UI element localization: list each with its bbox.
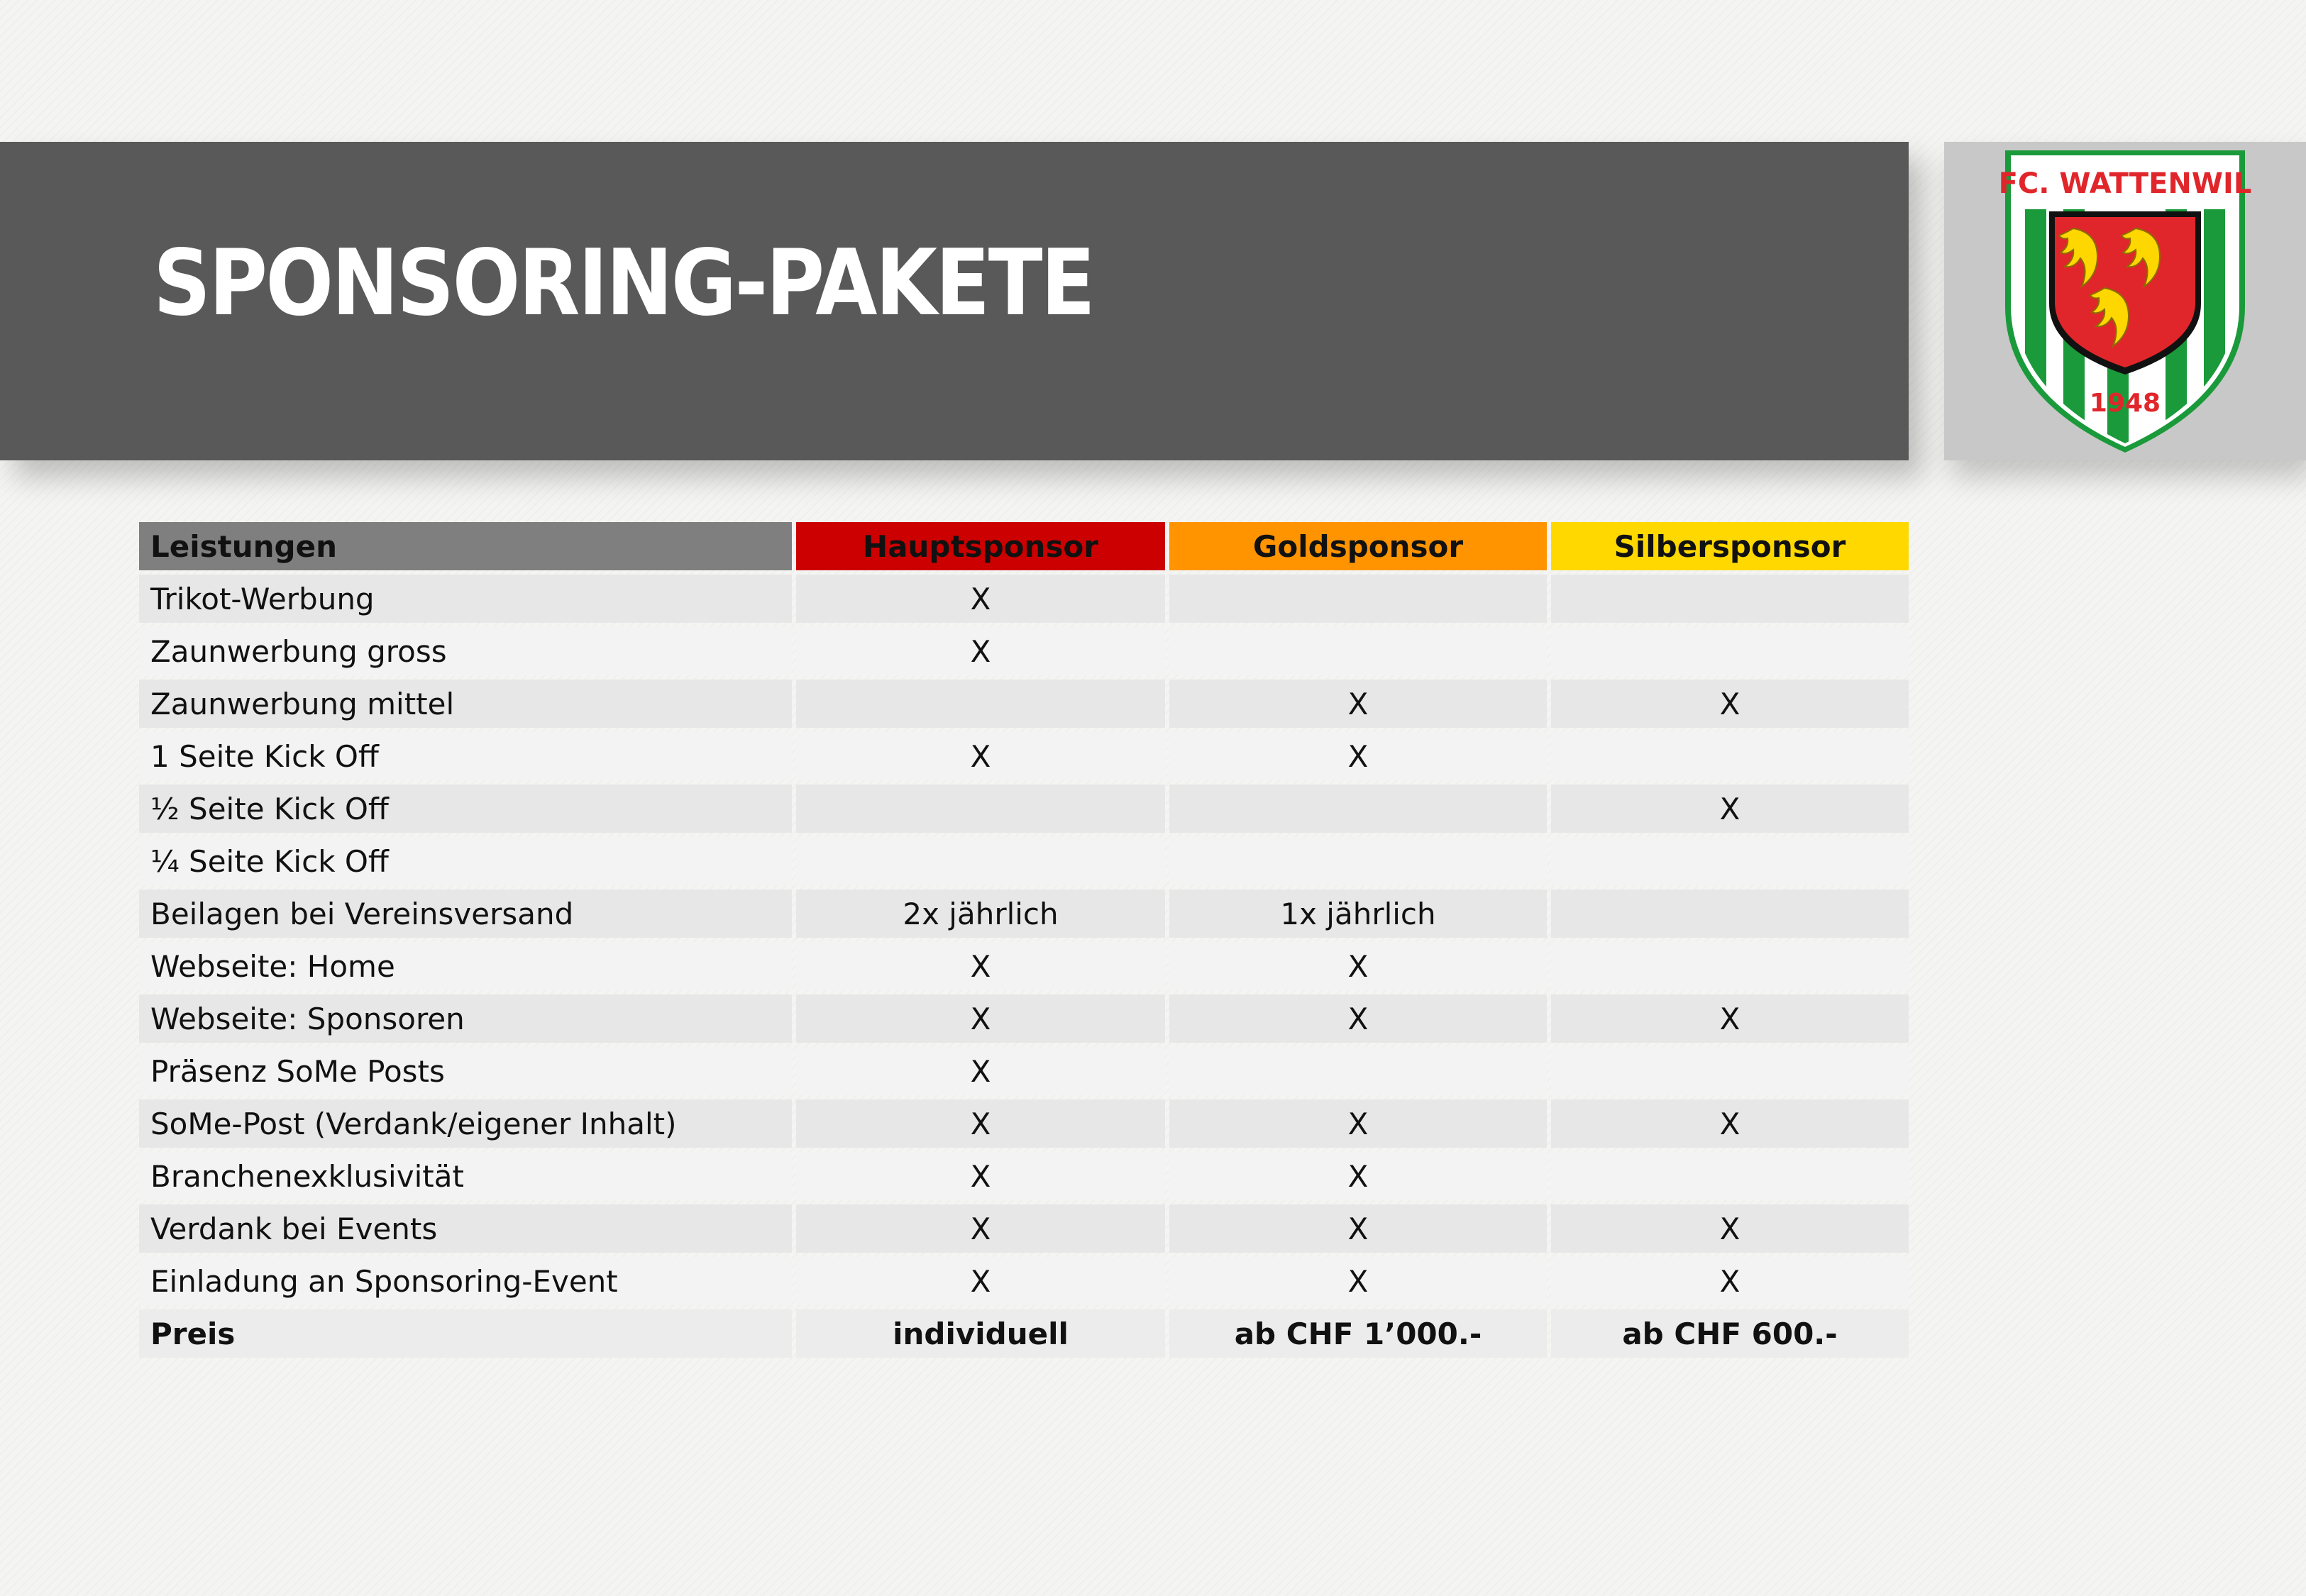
row-label: SoMe-Post (Verdank/eigener Inhalt): [139, 1099, 792, 1148]
cell-goldsponsor: X: [1169, 1204, 1547, 1253]
header-silbersponsor: Silbersponsor: [1551, 522, 1909, 570]
row-label: Webseite: Home: [139, 942, 792, 990]
crest-club-name: FC. WATTENWIL: [1998, 167, 2252, 200]
row-label: Einladung an Sponsoring-Event: [139, 1257, 792, 1305]
cell-hauptsponsor: X: [796, 994, 1165, 1043]
price-goldsponsor: ab CHF 1’000.-: [1169, 1309, 1547, 1358]
cell-hauptsponsor: X: [796, 1152, 1165, 1200]
cell-goldsponsor: X: [1169, 1099, 1547, 1148]
row-label: Branchenexklusivität: [139, 1152, 792, 1200]
price-row: [139, 1309, 1909, 1358]
table-row: [139, 1047, 1909, 1095]
price-hauptsponsor: individuell: [796, 1309, 1165, 1358]
header-leistungen: Leistungen: [139, 522, 792, 570]
cell-silbersponsor: [1551, 575, 1909, 623]
table-row: [139, 1257, 1909, 1305]
table-row: [139, 1204, 1909, 1253]
header-goldsponsor: Goldsponsor: [1169, 522, 1547, 570]
crest-year: 1948: [2089, 389, 2161, 418]
cell-hauptsponsor: X: [796, 732, 1165, 780]
cell-goldsponsor: [1169, 575, 1547, 623]
table-row: [139, 627, 1909, 675]
cell-silbersponsor: X: [1551, 680, 1909, 728]
cell-silbersponsor: X: [1551, 785, 1909, 833]
cell-hauptsponsor: X: [796, 1047, 1165, 1095]
cell-goldsponsor: [1169, 837, 1547, 885]
cell-silbersponsor: [1551, 1047, 1909, 1095]
cell-silbersponsor: X: [1551, 1099, 1909, 1148]
cell-hauptsponsor: [796, 837, 1165, 885]
table-row: [139, 890, 1909, 938]
price-silbersponsor: ab CHF 600.-: [1551, 1309, 1909, 1358]
price-label: Preis: [139, 1309, 792, 1358]
cell-goldsponsor: X: [1169, 732, 1547, 780]
table-row: [139, 785, 1909, 833]
cell-goldsponsor: [1169, 627, 1547, 675]
cell-goldsponsor: 1x jährlich: [1169, 890, 1547, 938]
table-row: [139, 1099, 1909, 1148]
cell-goldsponsor: X: [1169, 1257, 1547, 1305]
club-crest-icon: [1994, 149, 2256, 454]
cell-hauptsponsor: X: [796, 627, 1165, 675]
table-row: [139, 575, 1909, 623]
cell-hauptsponsor: X: [796, 575, 1165, 623]
table-row: [139, 680, 1909, 728]
cell-silbersponsor: [1551, 1152, 1909, 1200]
table-row: [139, 732, 1909, 780]
row-label: Zaunwerbung gross: [139, 627, 792, 675]
row-label: 1 Seite Kick Off: [139, 732, 792, 780]
cell-hauptsponsor: X: [796, 1204, 1165, 1253]
cell-silbersponsor: X: [1551, 994, 1909, 1043]
title-bar: [0, 142, 1909, 460]
header-hauptsponsor: Hauptsponsor: [796, 522, 1165, 570]
sponsoring-table: [135, 518, 1913, 1362]
table-row: [139, 942, 1909, 990]
cell-hauptsponsor: [796, 785, 1165, 833]
cell-goldsponsor: X: [1169, 994, 1547, 1043]
cell-silbersponsor: X: [1551, 1204, 1909, 1253]
logo-panel: [1944, 142, 2306, 460]
cell-hauptsponsor: X: [796, 942, 1165, 990]
cell-silbersponsor: [1551, 732, 1909, 780]
row-label: Trikot-Werbung: [139, 575, 792, 623]
row-label: Präsenz SoMe Posts: [139, 1047, 792, 1095]
cell-hauptsponsor: 2x jährlich: [796, 890, 1165, 938]
page-title: SPONSORING-PAKETE: [153, 231, 1094, 336]
row-label: ¼ Seite Kick Off: [139, 837, 792, 885]
row-label: Zaunwerbung mittel: [139, 680, 792, 728]
cell-hauptsponsor: X: [796, 1099, 1165, 1148]
cell-silbersponsor: [1551, 627, 1909, 675]
table-header-row: [139, 522, 1909, 570]
cell-goldsponsor: [1169, 785, 1547, 833]
cell-silbersponsor: [1551, 890, 1909, 938]
cell-hauptsponsor: X: [796, 1257, 1165, 1305]
cell-silbersponsor: X: [1551, 1257, 1909, 1305]
table-row: [139, 837, 1909, 885]
cell-goldsponsor: X: [1169, 1152, 1547, 1200]
row-label: Verdank bei Events: [139, 1204, 792, 1253]
table-row: [139, 1152, 1909, 1200]
cell-goldsponsor: X: [1169, 942, 1547, 990]
cell-goldsponsor: X: [1169, 680, 1547, 728]
row-label: Beilagen bei Vereinsversand: [139, 890, 792, 938]
row-label: ½ Seite Kick Off: [139, 785, 792, 833]
cell-goldsponsor: [1169, 1047, 1547, 1095]
table-row: [139, 994, 1909, 1043]
cell-hauptsponsor: [796, 680, 1165, 728]
cell-silbersponsor: [1551, 837, 1909, 885]
row-label: Webseite: Sponsoren: [139, 994, 792, 1043]
cell-silbersponsor: [1551, 942, 1909, 990]
